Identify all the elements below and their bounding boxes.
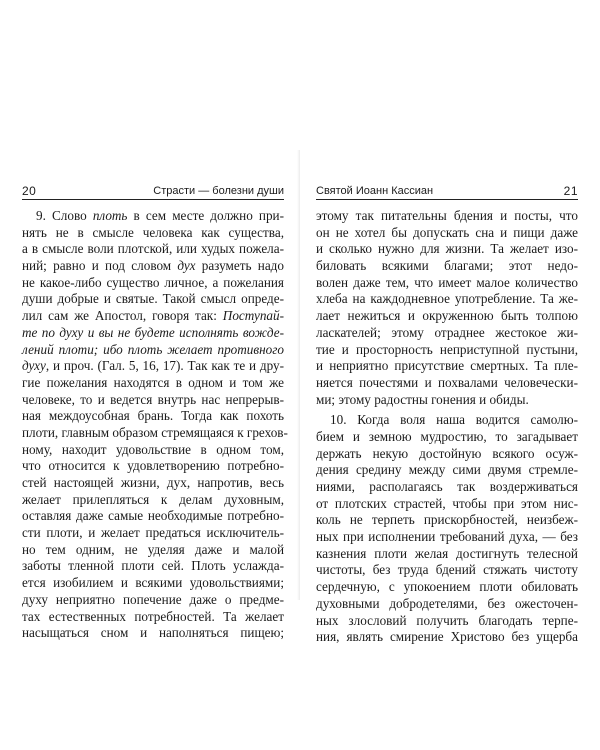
text-line: духу неприятно попечение даже о предме- [22, 591, 284, 607]
text-line: духовными добродетелями, без ожесточен- [316, 595, 578, 611]
text-line: коль не терпеть прискорбностей, неизбеж- [316, 512, 578, 528]
text-line: сердечную, с упокоением плоти обиловать [316, 579, 578, 595]
text-line: ных злословий получить благодать терпе- [316, 612, 578, 628]
text-line: этому так питательны бдения и посты, что [316, 208, 578, 223]
text-line: и неприятно присутствие смертных. Та пле- [316, 358, 578, 374]
text-line: бием и земною мудростию, то загадывает [316, 428, 578, 444]
text-line: волен даже тем, что имеет малое количество [316, 274, 578, 290]
right-page-header [316, 183, 578, 200]
text-line: и сколько нужно для жизни. Та желает изо- [316, 241, 578, 257]
text-line: ласкателей; этому отраднее жестокое жи- [316, 324, 578, 340]
text-line: хлеба на каждодневное употребление. Та же- [316, 291, 578, 307]
text-line: гие пожелания находятся в одном и том же [22, 374, 284, 390]
text-line: а в смысле воли плотской, или худых пожела- [22, 241, 284, 257]
text-line: стей настоящей жизни, дух, напротив, весь [22, 475, 284, 490]
text-line: казнения плоти желая достигнуть телесной [316, 545, 578, 561]
text-line: чистоты, без труда бдений стяжать чистоту [316, 562, 578, 578]
text-line: ния, являть смирение Христово без ущерба [316, 629, 578, 645]
left-page-body [22, 208, 288, 642]
text-line: но тем одним, не уделяя даже и малой [22, 541, 284, 557]
text-line: ниями, располагаясь так воздерживаться [316, 479, 578, 494]
text-line: ми; этому радостны гонения и обиды. [316, 391, 529, 407]
left-running-head: Страсти — болезни души [153, 185, 284, 197]
right-running-head: Святой Иоанн Кассиан [316, 185, 434, 197]
right-page-body [316, 208, 578, 646]
text-line: насыщаться сном и наполняться пищею; [22, 625, 284, 641]
text-line: тие и просторность неприступной пустыни, [316, 341, 578, 357]
text-line: ная междоусобная брань. Тогда как похоть [22, 408, 284, 424]
text-line: ется изобилием и всякими удовольствиями; [22, 575, 284, 591]
text-line: дения средину между сими двумя стремле- [316, 462, 578, 478]
text-line: лений плоти; ибо плоть желает противного [22, 341, 284, 357]
text-line: 10. Когда воля наша водится самолю- [330, 412, 578, 428]
text-line: плоти, главным образом стремящаяся к грехов- [22, 424, 288, 440]
text-line: биловать всякими благами; этот недо- [316, 258, 578, 274]
text-line: оставляя даже самые необходимые потребно- [22, 508, 284, 524]
text-line: заботы тленной плоти сей. Плоть услажда- [22, 558, 284, 574]
text-line: нять не в смысле человека как существа, [22, 224, 284, 240]
right-page-number: 21 [563, 184, 578, 198]
text-line: что относится к удовлетворению потребно- [22, 458, 284, 474]
text-line: 9. Слово плоть в сем месте должно при- [36, 208, 284, 223]
left-page-number: 20 [22, 184, 37, 198]
text-line: няется почестями и похвалами человечески- [316, 374, 578, 390]
text-line: человеке, то и ведется внутрь нас непрерыв- [22, 391, 284, 407]
text-line: от плотских страстей, чтобы при этом нис- [316, 495, 578, 511]
text-line: держать некую достойную всякого осуж- [316, 445, 578, 461]
text-line: он не хотел бы допускать сна и пищи даже [316, 224, 578, 240]
text-line: ных при исполнении требований духа, — без [316, 529, 578, 545]
text-line: ному, находит удовольствие в одном том, [22, 441, 284, 457]
text-line: души добрые и святые. Такой смысл опреде- [22, 291, 284, 307]
text-line: те по духу и вы не будете исполнять вожде- [22, 324, 284, 340]
left-page [0, 150, 300, 641]
text-line: не какое-либо существо личное, а пожелания [22, 274, 284, 290]
text-line: лает нежиться и окруженною быть толпою [316, 308, 578, 324]
text-line: желает прилепляться к делам духовным, [22, 491, 284, 507]
text-line: лил сам же Апостол, говоря так: Поступай- [22, 308, 284, 324]
right-page [300, 150, 600, 645]
text-line: сти плоти, и желает предаться исключитель- [22, 525, 284, 541]
text-line: тах естественных потребностей. Та желает [22, 608, 284, 624]
text-line: духу, и проч. (Гал. 5, 16, 17). Так как те и дру- [22, 358, 284, 374]
left-page-header [22, 183, 284, 200]
text-line: ний; равно и под словом дух разуметь надо [22, 258, 284, 274]
